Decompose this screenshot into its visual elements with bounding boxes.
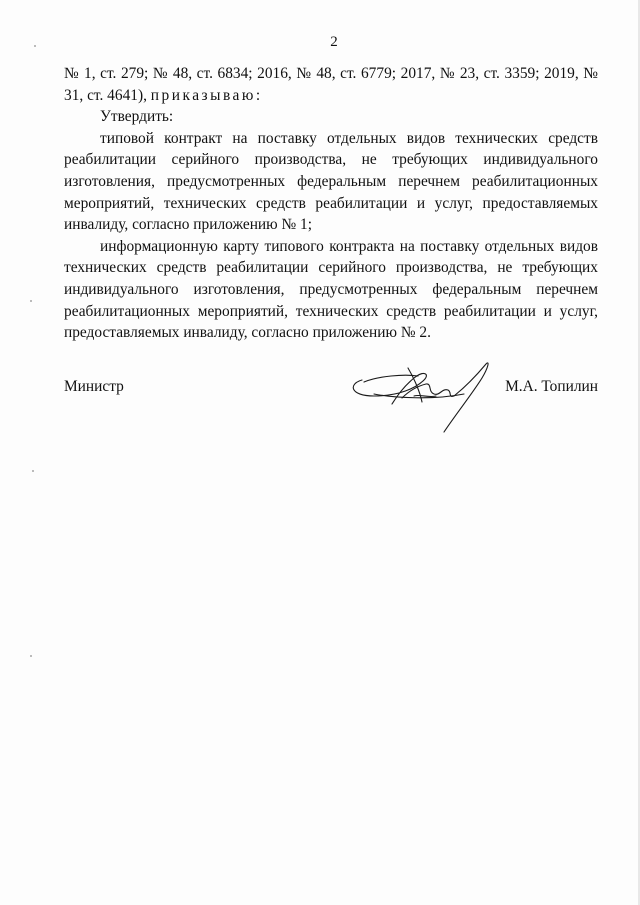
signature-block [64,378,598,438]
order-colon: : [255,86,261,104]
legal-references-paragraph [64,63,598,106]
signer-name: М.А. Топилин [505,378,598,395]
legal-references-text: № 1, ст. 279; № 48, ст. 6834; 2016, № 48, ст. 6779; 2017, № 23, ст. 3359; 2019, № 31, ст. 4641), [64,65,598,104]
order-word: приказываю [150,86,256,104]
scan-speck [30,300,32,302]
approve-heading: Утвердить: [100,108,174,126]
scan-speck [32,470,34,472]
handwritten-signature [344,358,504,438]
document-body [64,63,598,344]
scan-speck [30,655,32,657]
page-number: 2 [330,34,338,50]
position-title: Министр [64,378,124,395]
approved-item-1: типовой контракт на поставку отдельных видов технических средств реабилитации серийного производства, не требующих индивидуального изготовления, предусмотренных федеральным перечнем реабилитационных мероприятий, технических средств реабилитации и услуг, предоставляемых инвалиду, согласно приложению № 1; [64,129,598,234]
approved-item-2: информационную карту типового контракта на поставку отдельных видов технических средств реабилитации серийного производства, не требующих индивидуального изготовления, предусмотренных федеральным перечнем реабилитационных мероприятий, технических средств реабилитации и услуг, предоставляемых инвалиду, согласно приложению № 2. [64,237,598,342]
